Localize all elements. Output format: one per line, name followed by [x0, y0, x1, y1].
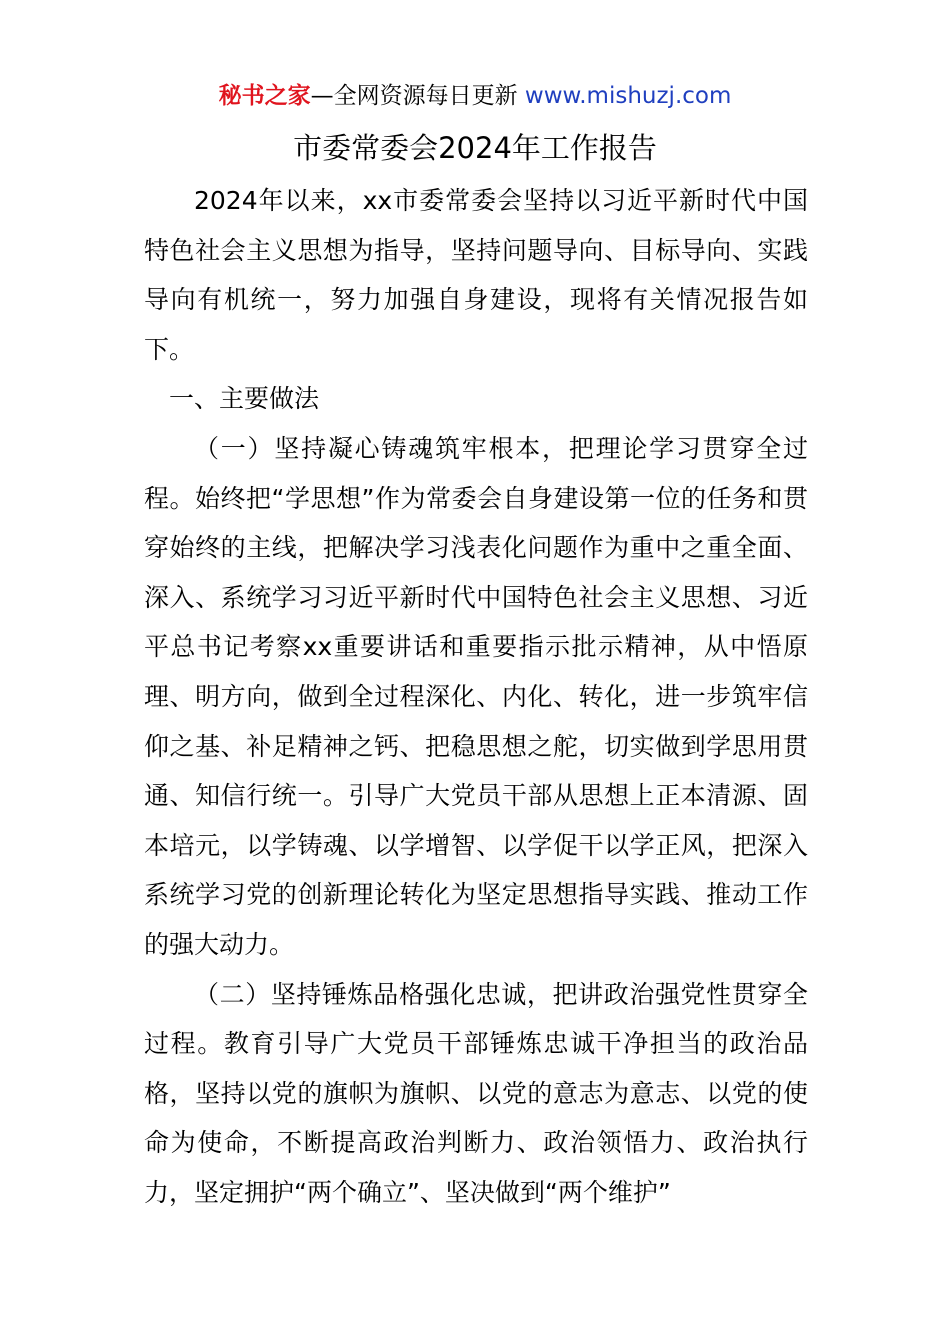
body-paragraph: （一）坚持凝心铸魂筑牢根本，把理论学习贯穿全过程。始终把“学思想”作为常委会自身建设第一位的任务和贯穿始终的主线，把解决学习浅表化问题作为重中之重全面、深入、系统学习习近平新时代中国特色社会主义思想、习近平总书记考察xx重要讲话和重要指示批示精神，从中悟原理、明方向，做到全过程深化、内化、转化，进一步筑牢信仰之基、补足精神之钙、把稳思想之舵，切实做到学思用贯通、知信行统一。引导广大党员干部从思想上正本清源、固本培元，以学铸魂、以学增智、以学促干以学正风，把深入系统学习党的创新理论转化为坚定思想指导实践、推动工作的强大动力。	[144, 433, 808, 959]
section-heading: 一、主要做法	[169, 384, 320, 414]
document-title: 市委常委会2024年工作报告	[293, 131, 657, 165]
site-url-link[interactable]: www.mishuzj.com	[524, 83, 732, 109]
brand-name: 秘书之家	[218, 83, 311, 109]
intro-paragraph: 2024年以来，xx市委常委会坚持以习近平新时代中国特色社会主义思想为指导，坚持问题导向、目标导向、实践导向有机统一，努力加强自身建设，现将有关情况报告如下。	[144, 186, 808, 364]
banner-tagline: —全网资源每日更新	[310, 83, 525, 109]
body-paragraph: （二）坚持锤炼品格强化忠诚，把讲政治强党性贯穿全过程。教育引导广大党员干部锤炼忠诚干净担当的政治品格，坚持以党的旗帜为旗帜、以党的意志为意志、以党的使命为使命，不断提高政治判断力、政治领悟力、政治执行力，坚定拥护“两个确立”、坚决做到“两个维护”	[144, 979, 808, 1207]
site-banner	[0, 80, 950, 112]
document-body	[144, 176, 808, 1217]
